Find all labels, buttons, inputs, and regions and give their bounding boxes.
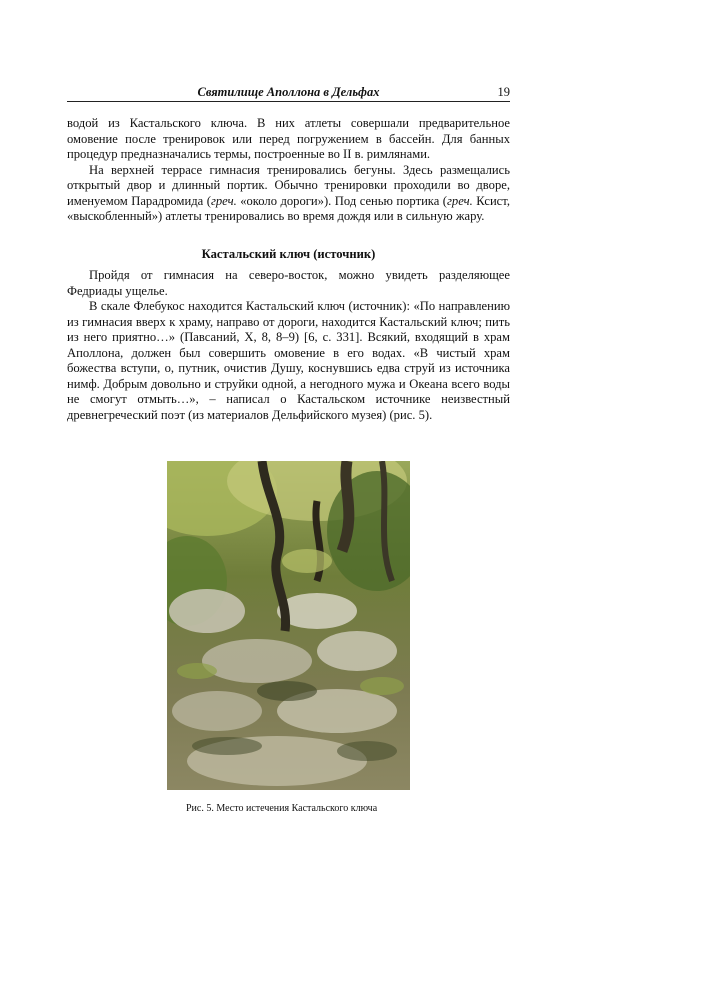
paragraph-4: В скале Флебукос находится Кастальский ключ (источник): «По направлению из гимнасия вверх к храму, направо от дороги, находится Кастальский ключ; пить из него приятно…» (Павсаний, Х, 8, 8–9) [6, с. 331]. Всякий, входящий в храм Аполлона, должен был совершить омовение в его водах. «В чистый храм божества вступи, о, путник, очистив Душу, коснувшись едва струй из источника нимф. Добрым довольно и струйки одной, а негодного мужа и Океана всего воды не смогут отмыть…», – написал о Кастальском источнике неизвестный древнегреческий поэт (из материалов Дельфийского музея) (рис. 5).: [67, 299, 510, 422]
figure-caption: Рис. 5. Место истечения Кастальского ключа: [186, 803, 378, 814]
paragraph-2: [67, 163, 510, 225]
paragraph-1: водой из Кастальского ключа. В них атлеты совершали предварительное омовение после тренировок или перед погружением в бассейн. Для банных процедур предназначались термы, построенные во II в. римлянами.: [67, 116, 510, 161]
paragraph-2-text-c: Ксист, «выскобленный») атлеты тренировались во время дождя или в сильную жару.: [67, 193, 510, 223]
greek-abbrev-1: греч.: [210, 193, 237, 208]
greek-abbrev-2: греч.: [447, 193, 473, 208]
figure-photo: [167, 461, 410, 790]
castalian-spring-photo: [167, 461, 410, 790]
paragraph-2-text-b: «около дороги»). Под сенью портика (: [236, 193, 447, 208]
main-text: [67, 116, 510, 423]
paragraph-2-text-a: На верхней террасе гимнасия тренировались бегуны. Здесь размещались открытый двор и длинный портик. Обычно тренировки проходили во дворе, именуемом Парадромида (: [67, 162, 510, 208]
running-header: [67, 84, 510, 102]
paragraph-3: Пройдя от гимнасия на северо-восток, можно увидеть разделяющее Федриады ущелье.: [67, 268, 510, 298]
page-number: 19: [497, 85, 510, 99]
section-title: Кастальский ключ (источник): [201, 246, 376, 261]
running-title: Святилище Аполлона в Дельфах: [197, 85, 380, 99]
